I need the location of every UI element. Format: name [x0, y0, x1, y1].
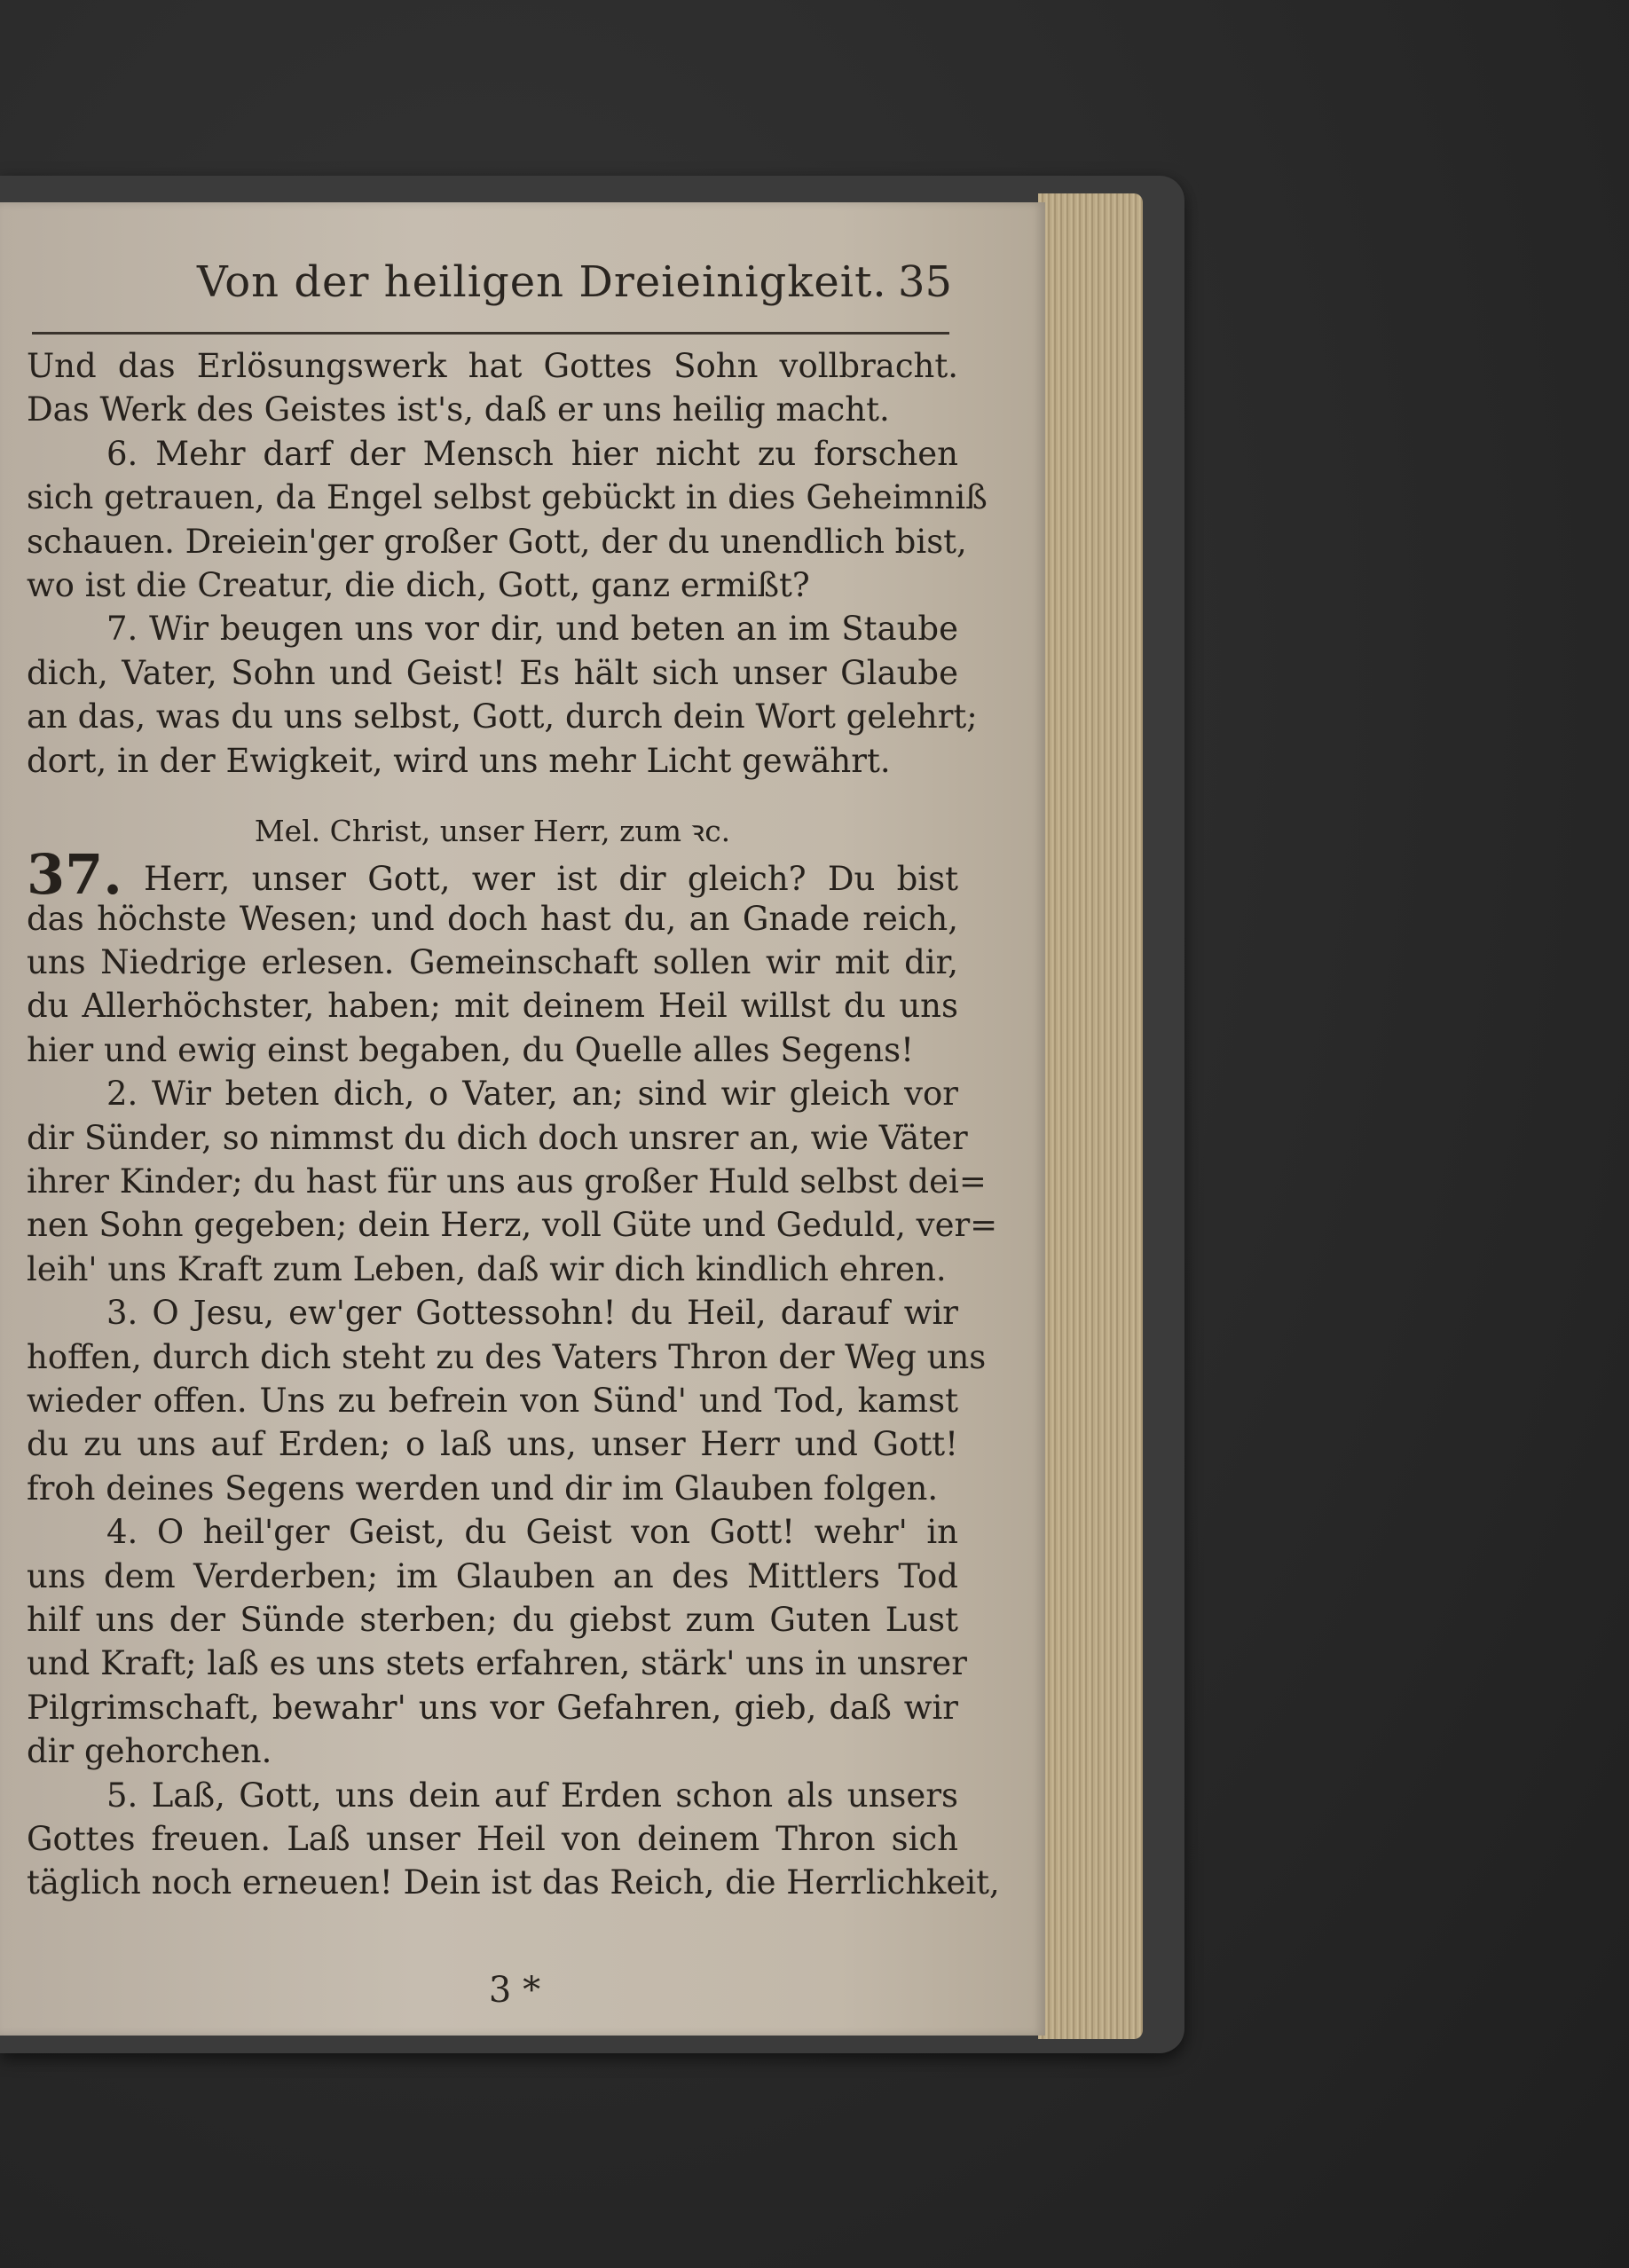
stanza-4-line: 4. O heil'ger Geist, du Geist von Gott! wehr' in [106, 1513, 958, 1552]
stanza-6-line: 6. Mehr darf der Mensch hier nicht zu forschen [106, 434, 958, 473]
page-body [27, 344, 1000, 1905]
hymn-37-line: das höchste Wesen; und doch hast du, an Gnade reich, [27, 899, 958, 938]
hymn-37-first-line [27, 842, 958, 908]
stanza-4-line: dir gehorchen. [27, 1732, 272, 1771]
stanza-2-line: dir Sünder, so nimmst du dich doch unsrer an, wie Väter [27, 1118, 968, 1157]
stanza-6-line: wo ist die Creatur, die dich, Gott, ganz ermißt? [27, 565, 810, 604]
hymn-37-line: uns Niedrige erlesen. Gemeinschaft sollen wir mit dir, [27, 943, 958, 982]
stanza-7-line: dich, Vater, Sohn und Geist! Es hält sich unser Glaube [27, 653, 958, 692]
stanza-5-line: 5. Laß, Gott, uns dein auf Erden schon als unsers [106, 1776, 958, 1815]
hymn-37-line: du Allerhöchster, haben; mit deinem Heil willst du uns [27, 987, 958, 1026]
hymn-first-line-text: Herr, unser Gott, wer ist dir gleich? Du bist [144, 860, 958, 899]
stanza-3-line: hoffen, durch dich steht zu des Vaters Thron der Weg uns [27, 1337, 987, 1376]
signature-mark: 3 * [488, 1970, 541, 2011]
stanza-4-line: uns dem Verderben; im Glauben an des Mittlers Tod [27, 1556, 958, 1595]
stanza-4-line: hilf uns der Sünde sterben; du giebst zum Guten Lust [27, 1600, 958, 1639]
spacer [27, 783, 958, 809]
stanza-3-line: froh deines Segens werden und dir im Glauben folgen. [27, 1469, 939, 1508]
stanza-4-line: und Kraft; laß es uns stets erfahren, stärk' uns in unsrer [27, 1644, 967, 1683]
stanza-2-line: 2. Wir beten dich, o Vater, an; sind wir gleich vor [106, 1075, 958, 1114]
text-line: Und das Erlösungswerk hat Gottes Sohn vollbracht. [27, 347, 958, 385]
stanza-5-line: täglich noch erneuen! Dein ist das Reich, die Herrlichkeit, [27, 1863, 1000, 1902]
stanza-7-line: an das, was du uns selbst, Gott, durch dein Wort gelehrt; [27, 697, 978, 736]
stanza-6-line: schauen. Dreiein'ger großer Gott, der du unendlich bist, [27, 522, 967, 561]
page-number: 35 [898, 257, 953, 307]
text-line: Das Werk des Geistes ist's, daß er uns heilig macht. [27, 390, 890, 429]
header-rule [32, 332, 949, 335]
stanza-7-line: dort, in der Ewigkeit, wird uns mehr Licht gewährt. [27, 741, 891, 780]
running-title: Von der heiligen Dreieinigkeit. [197, 257, 887, 307]
hymn-number: 37. [27, 842, 122, 908]
stanza-5-line: Gottes freuen. Laß unser Heil von deinem Thron sich [27, 1819, 958, 1858]
stanza-7-line: 7. Wir beugen uns vor dir, und beten an im Staube [106, 610, 958, 649]
stanza-2-line: ihrer Kinder; du hast für uns aus großer Huld selbst dei= [27, 1162, 987, 1201]
page-edges [1038, 193, 1143, 2039]
stanza-3-line: 3. O Jesu, ew'ger Gottessohn! du Heil, darauf wir [106, 1294, 958, 1333]
stanza-4-line: Pilgrimschaft, bewahr' uns vor Gefahren, gieb, daß wir [27, 1688, 958, 1727]
stanza-6-line: sich getrauen, da Engel selbst gebückt in dies Geheimniß [27, 478, 988, 517]
stanza-3-line: du zu uns auf Erden; o laß uns, unser Herr und Gott! [27, 1425, 958, 1464]
melody-note: Mel. Christ, unser Herr, zum ꝛc. [254, 813, 731, 848]
stanza-2-line: nen Sohn gegeben; dein Herz, voll Güte und Geduld, ver= [27, 1206, 998, 1245]
stanza-2-line: leih' uns Kraft zum Leben, daß wir dich kindlich ehren. [27, 1249, 947, 1288]
stanza-3-line: wieder offen. Uns zu befrein von Sünd' und Tod, kamst [27, 1381, 958, 1420]
hymn-37-line: hier und ewig einst begaben, du Quelle alles Segens! [27, 1030, 914, 1069]
running-header [0, 257, 958, 319]
